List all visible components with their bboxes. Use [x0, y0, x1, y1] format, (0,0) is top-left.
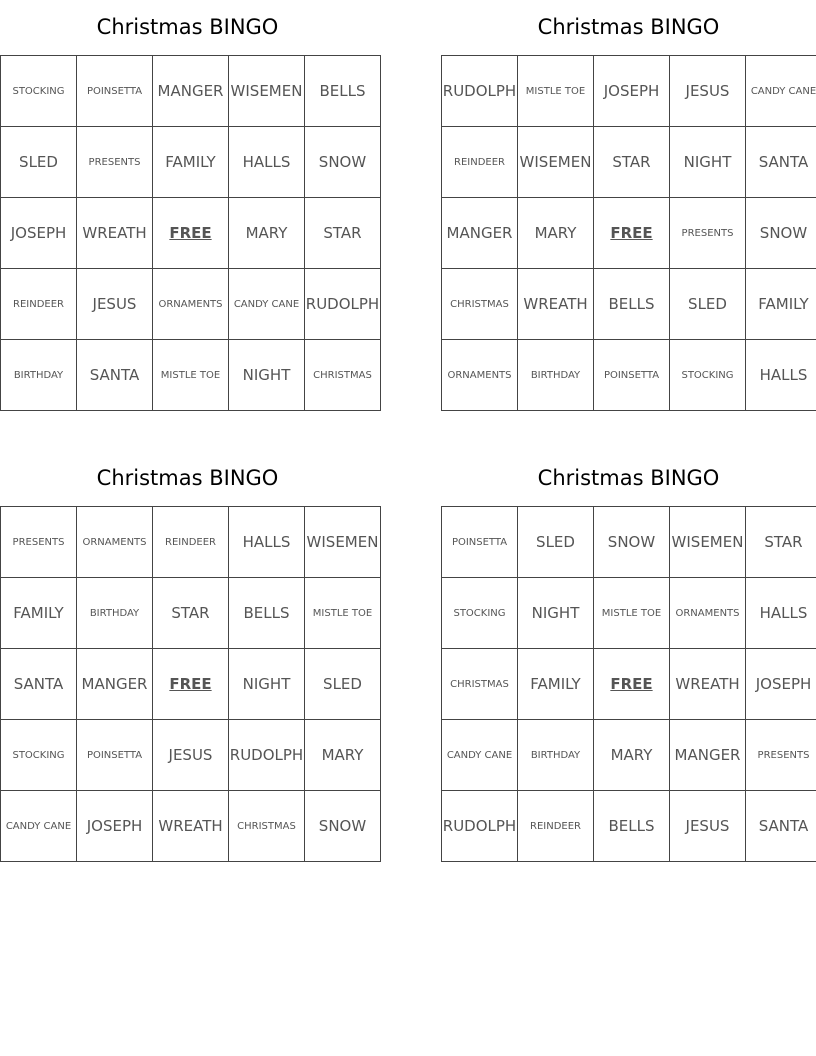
bingo-row	[1, 791, 381, 862]
bingo-grid	[441, 55, 816, 411]
bingo-cell: MISTLE TOE	[153, 340, 229, 411]
bingo-cell: BELLS	[229, 578, 305, 649]
bingo-cell: CHRISTMAS	[229, 791, 305, 862]
bingo-cell: JOSEPH	[746, 649, 816, 720]
bingo-cell: SLED	[670, 269, 746, 340]
bingo-cell: REINDEER	[1, 269, 77, 340]
card-title: Christmas BINGO	[537, 466, 720, 490]
bingo-cell: PRESENTS	[1, 507, 77, 578]
bingo-cell: SNOW	[305, 127, 381, 198]
bingo-cell: CANDY CANE	[746, 56, 816, 127]
bingo-cell: MISTLE TOE	[305, 578, 381, 649]
bingo-cell: MANGER	[442, 198, 518, 269]
bingo-row	[1, 649, 381, 720]
bingo-row	[442, 507, 816, 578]
bingo-cell: STAR	[305, 198, 381, 269]
bingo-cell: RUDOLPH	[305, 269, 381, 340]
bingo-cell: MARY	[305, 720, 381, 791]
bingo-cell: HALLS	[746, 340, 816, 411]
bingo-row	[1, 269, 381, 340]
bingo-cell: STAR	[153, 578, 229, 649]
bingo-row	[1, 720, 381, 791]
bingo-cell: PRESENTS	[746, 720, 816, 791]
bingo-cell: WISEMEN	[229, 56, 305, 127]
bingo-cell: SNOW	[305, 791, 381, 862]
bingo-grid	[0, 506, 381, 862]
free-space-cell: FREE	[594, 198, 670, 269]
bingo-cell: HALLS	[229, 507, 305, 578]
bingo-cell: PRESENTS	[670, 198, 746, 269]
bingo-cell: BIRTHDAY	[518, 340, 594, 411]
bingo-cell: MARY	[594, 720, 670, 791]
bingo-cell: POINSETTA	[594, 340, 670, 411]
bingo-cell: CANDY CANE	[229, 269, 305, 340]
bingo-cell: NIGHT	[518, 578, 594, 649]
bingo-cell: ORNAMENTS	[670, 578, 746, 649]
bingo-cell: JOSEPH	[594, 56, 670, 127]
bingo-cell: SNOW	[746, 198, 816, 269]
bingo-grid	[0, 55, 381, 411]
bingo-cell: BELLS	[594, 791, 670, 862]
bingo-cell: REINDEER	[153, 507, 229, 578]
bingo-row	[442, 198, 816, 269]
bingo-grid	[441, 506, 816, 862]
bingo-cell: WREATH	[518, 269, 594, 340]
bingo-cell: CHRISTMAS	[442, 649, 518, 720]
bingo-row	[442, 56, 816, 127]
bingo-cell: RUDOLPH	[442, 56, 518, 127]
bingo-cell: POINSETTA	[77, 720, 153, 791]
bingo-cell: SANTA	[77, 340, 153, 411]
bingo-row	[1, 127, 381, 198]
bingo-cell: HALLS	[746, 578, 816, 649]
bingo-row	[442, 269, 816, 340]
bingo-cell: CANDY CANE	[1, 791, 77, 862]
bingo-row	[1, 340, 381, 411]
bingo-row	[1, 198, 381, 269]
bingo-cell: SLED	[305, 649, 381, 720]
bingo-cell: MANGER	[77, 649, 153, 720]
bingo-row	[442, 791, 816, 862]
bingo-cell: STAR	[594, 127, 670, 198]
bingo-cell: BIRTHDAY	[77, 578, 153, 649]
bingo-cell: STOCKING	[670, 340, 746, 411]
bingo-cell: POINSETTA	[77, 56, 153, 127]
bingo-cell: JOSEPH	[77, 791, 153, 862]
bingo-cell: JESUS	[670, 56, 746, 127]
bingo-cell: FAMILY	[153, 127, 229, 198]
bingo-cell: SLED	[518, 507, 594, 578]
bingo-cell: SNOW	[594, 507, 670, 578]
bingo-cell: MANGER	[153, 56, 229, 127]
bingo-cell: SLED	[1, 127, 77, 198]
bingo-cell: SANTA	[746, 791, 816, 862]
bingo-cell: CHRISTMAS	[305, 340, 381, 411]
bingo-cell: MANGER	[670, 720, 746, 791]
bingo-cell: NIGHT	[229, 649, 305, 720]
bingo-cell: RUDOLPH	[229, 720, 305, 791]
bingo-cell: WREATH	[153, 791, 229, 862]
bingo-cell: NIGHT	[670, 127, 746, 198]
bingo-cell: ORNAMENTS	[77, 507, 153, 578]
bingo-cell: MARY	[518, 198, 594, 269]
bingo-cell: BELLS	[305, 56, 381, 127]
bingo-cell: CANDY CANE	[442, 720, 518, 791]
bingo-cell: STOCKING	[1, 56, 77, 127]
bingo-cell: ORNAMENTS	[153, 269, 229, 340]
bingo-cell: WISEMEN	[670, 507, 746, 578]
bingo-cell: HALLS	[229, 127, 305, 198]
bingo-cell: JOSEPH	[1, 198, 77, 269]
bingo-cell: PRESENTS	[77, 127, 153, 198]
bingo-cell: MISTLE TOE	[518, 56, 594, 127]
bingo-cell: MISTLE TOE	[594, 578, 670, 649]
bingo-cell: WREATH	[670, 649, 746, 720]
bingo-cell: STOCKING	[442, 578, 518, 649]
bingo-cell: BIRTHDAY	[518, 720, 594, 791]
bingo-cell: WREATH	[77, 198, 153, 269]
card-title: Christmas BINGO	[537, 15, 720, 39]
free-space-cell: FREE	[153, 198, 229, 269]
bingo-cell: JESUS	[670, 791, 746, 862]
bingo-row	[442, 578, 816, 649]
bingo-cell: STOCKING	[1, 720, 77, 791]
bingo-row	[442, 127, 816, 198]
free-space-cell: FREE	[153, 649, 229, 720]
bingo-cell: POINSETTA	[442, 507, 518, 578]
bingo-cell: JESUS	[153, 720, 229, 791]
bingo-cell: FAMILY	[518, 649, 594, 720]
bingo-row	[1, 578, 381, 649]
bingo-cell: ORNAMENTS	[442, 340, 518, 411]
bingo-row	[442, 340, 816, 411]
card-title: Christmas BINGO	[96, 15, 279, 39]
card-title: Christmas BINGO	[96, 466, 279, 490]
bingo-cell: MARY	[229, 198, 305, 269]
bingo-cell: NIGHT	[229, 340, 305, 411]
bingo-cell: SANTA	[746, 127, 816, 198]
bingo-row	[442, 649, 816, 720]
bingo-cell: FAMILY	[746, 269, 816, 340]
bingo-cell: RUDOLPH	[442, 791, 518, 862]
bingo-cell: REINDEER	[518, 791, 594, 862]
bingo-cell: REINDEER	[442, 127, 518, 198]
bingo-row	[1, 56, 381, 127]
bingo-cell: WISEMEN	[518, 127, 594, 198]
bingo-cell: BELLS	[594, 269, 670, 340]
bingo-cell: FAMILY	[1, 578, 77, 649]
bingo-row	[442, 720, 816, 791]
bingo-cell: WISEMEN	[305, 507, 381, 578]
bingo-cell: STAR	[746, 507, 816, 578]
bingo-row	[1, 507, 381, 578]
free-space-cell: FREE	[594, 649, 670, 720]
bingo-cell: SANTA	[1, 649, 77, 720]
bingo-cell: BIRTHDAY	[1, 340, 77, 411]
bingo-cell: CHRISTMAS	[442, 269, 518, 340]
bingo-cell: JESUS	[77, 269, 153, 340]
